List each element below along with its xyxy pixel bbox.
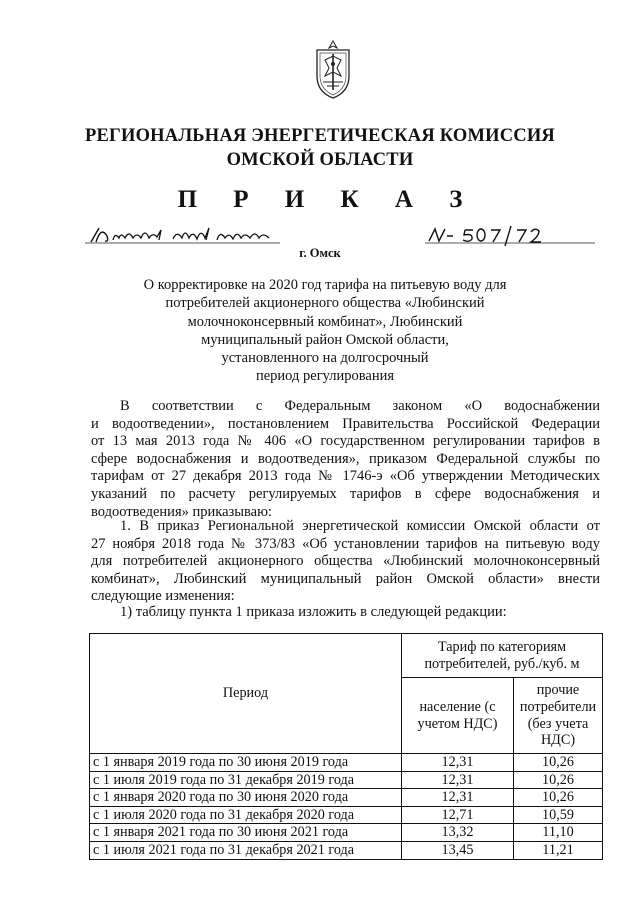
cell-population: 12,31: [402, 771, 514, 789]
table-row: [90, 754, 603, 772]
subject-line: муниципальный район Омской области,: [201, 331, 449, 348]
cell-other: 11,10: [514, 824, 603, 842]
cell-period: с 1 января 2019 года по 30 июня 2019 года: [90, 754, 402, 772]
preamble-line: указаний по расчету регулируемых тарифов в сфере водоснабжения и: [91, 485, 600, 502]
item-1-line: для потребителей акционерного общества «Любинский молочноконсервный: [91, 553, 600, 570]
header-population: население (с учетом НДС): [402, 678, 514, 754]
cell-period: с 1 января 2021 года по 30 июня 2021 года: [90, 824, 402, 842]
header-other-consumers: прочие потребители (без учета НДС): [514, 678, 603, 754]
city-name: г. Омск: [299, 246, 341, 260]
item-1-paragraph: [91, 518, 600, 606]
subject-line: установленного на долгосрочный: [221, 350, 429, 367]
table-row: [90, 771, 603, 789]
item-1-subitem-1: [120, 604, 600, 622]
cell-period: с 1 июля 2019 года по 31 декабря 2019 года: [90, 771, 402, 789]
preamble-line: водоотведения» приказываю:: [91, 503, 272, 520]
item-1-line: 1. В приказ Региональной энергетической комиссии Омской области от: [120, 518, 600, 534]
item-1-line: следующие изменения:: [91, 588, 235, 605]
cell-population: 13,45: [402, 841, 514, 859]
subitem-line: 1) таблицу пункта 1 приказа изложить в следующей редакции:: [120, 604, 507, 620]
preamble-line: от 13 мая 2013 года № 406 «О государственном регулировании тарифов в: [91, 433, 600, 450]
subject-line: О корректировке на 2020 год тарифа на питьевую воду для: [143, 277, 507, 293]
item-1-line: 27 ноября 2018 года № 373/83 «Об установлении тарифов на питьевую воду: [91, 535, 600, 552]
table-row: [90, 806, 603, 824]
organization-name-line1: РЕГИОНАЛЬНАЯ ЭНЕРГЕТИЧЕСКАЯ КОМИССИЯ: [84, 126, 555, 146]
table-row: [90, 789, 603, 807]
organization-name-line2: ОМСКОЙ ОБЛАСТИ: [226, 150, 414, 170]
cell-population: 12,31: [402, 789, 514, 807]
cell-other: 10,26: [514, 789, 603, 807]
preamble-line: сфере водоснабжения и водоотведения», приказом Федеральной службы по: [91, 450, 600, 467]
preamble-line: и водоотведении», постановлением Правительства Российской Федерации: [91, 415, 600, 432]
document-type-title: П Р И К А З: [177, 186, 478, 213]
preamble-paragraph: [91, 398, 600, 521]
table-row: [90, 824, 603, 842]
subject-line: молочноконсервный комбинат», Любинский: [187, 313, 463, 330]
tariff-table: [89, 633, 603, 860]
header-tariff: Тариф по категориям потребителей, руб./куб. м: [402, 634, 603, 678]
item-1-line: комбинат», Любинский муниципальный район Омской области» внести: [91, 570, 600, 587]
cell-other: 10,26: [514, 754, 603, 772]
header-period: Период: [90, 634, 402, 754]
cell-other: 10,26: [514, 771, 603, 789]
preamble-line: тарифам от 27 декабря 2013 года № 1746-э «Об утверждении Методических: [91, 468, 600, 485]
cell-population: 13,32: [402, 824, 514, 842]
cell-population: 12,31: [402, 754, 514, 772]
preamble-line: В соответствии с Федеральным законом «О водоснабжении: [120, 398, 600, 414]
order-subject: [130, 276, 520, 386]
subject-line: период регулирования: [255, 368, 395, 385]
cell-period: с 1 января 2020 года по 30 июня 2020 года: [90, 789, 402, 807]
cell-period: с 1 июля 2020 года по 31 декабря 2020 года: [90, 806, 402, 824]
table-row: [90, 841, 603, 859]
cell-other: 11,21: [514, 841, 603, 859]
cell-population: 12,71: [402, 806, 514, 824]
cell-other: 10,59: [514, 806, 603, 824]
omsk-coat-of-arms-emblem: [311, 38, 355, 100]
subject-line: потребителей акционерного общества «Любинский: [165, 295, 485, 312]
cell-period: с 1 июля 2021 года по 31 декабря 2021 года: [90, 841, 402, 859]
